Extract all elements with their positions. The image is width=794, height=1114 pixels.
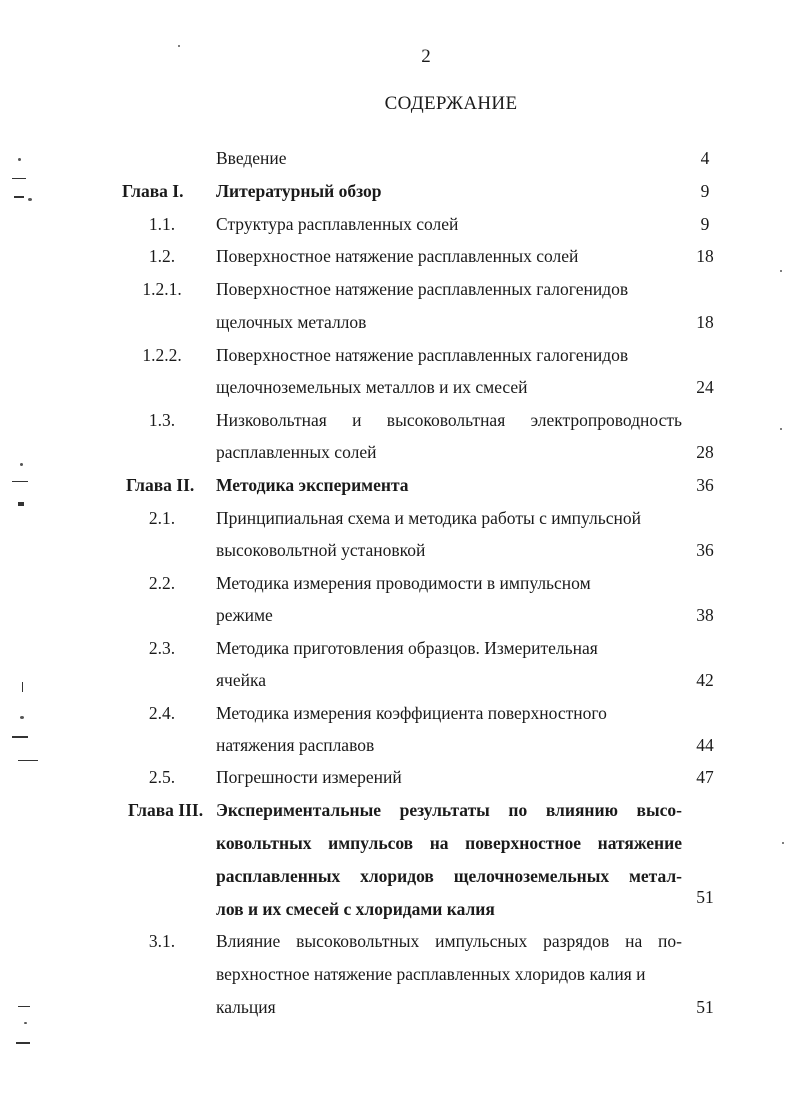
page-number: 2 (421, 46, 431, 67)
toc-entry-1-3-cont (0, 438, 794, 466)
toc-chapter-2 (0, 471, 794, 499)
toc-entry-page: 38 (696, 605, 714, 625)
toc-entry-text: Поверхностное натяжение расплавленных галогенидов (216, 279, 629, 299)
toc-entry-text: Принципиальная схема и методика работы с импульсной (216, 508, 641, 528)
toc-entry-page: 28 (696, 442, 714, 462)
chapter-label: Глава III. (128, 800, 204, 820)
toc-entry-text: Погрешности измерений (216, 767, 402, 787)
toc-entry-2-2-cont (0, 601, 794, 629)
toc-entry-text: Влияние высоковольтных импульсных разрядов на по- (216, 931, 682, 951)
toc-entry-page: 9 (700, 214, 710, 234)
chapter-title: Методика эксперимента (216, 475, 409, 495)
toc-entry-text: Низковольтная и высоковольтная электропроводность (216, 410, 682, 430)
toc-entry-intro (0, 144, 794, 172)
toc-entry-3-1 (0, 927, 794, 955)
toc-entry-page: 42 (696, 670, 714, 690)
toc-entry-text: щелочноземельных металлов и их смесей (216, 377, 528, 397)
toc-entry-page: 47 (696, 767, 714, 787)
chapter-title: ковольтных импульсов на поверхностное натяжение (216, 833, 682, 853)
toc-entry-text: Введение (216, 148, 287, 168)
toc-entry-1-3 (0, 406, 794, 434)
toc-entry-2-3 (0, 634, 794, 662)
toc-entry-text: Поверхностное натяжение расплавленных солей (216, 246, 579, 266)
chapter-title: Экспериментальные результаты по влиянию высо- (216, 800, 682, 820)
toc-entry-1-1 (0, 210, 794, 238)
chapter-label: Глава II. (126, 475, 195, 495)
toc-entry-text: режиме (216, 605, 273, 625)
section-number: 1.1. (148, 214, 176, 234)
chapter-label: Глава I. (122, 181, 184, 201)
toc-entry-1-2 (0, 242, 794, 270)
toc-entry-text: Методика приготовления образцов. Измерительная (216, 638, 598, 658)
page-title: СОДЕРЖАНИЕ (384, 93, 518, 114)
toc-entry-1-2-1-cont (0, 308, 794, 336)
toc-entry-3-1-cont-1 (0, 960, 794, 988)
toc-entry-text: Поверхностное натяжение расплавленных галогенидов (216, 345, 629, 365)
toc-entry-page: 36 (696, 540, 714, 560)
toc-entry-3-1-cont-2 (0, 993, 794, 1021)
toc-entry-page: 18 (696, 312, 714, 332)
toc-entry-2-1 (0, 504, 794, 532)
toc-entry-1-2-2-cont (0, 373, 794, 401)
toc-entry-2-3-cont (0, 666, 794, 694)
toc-entry-page: 44 (696, 735, 714, 755)
section-number: 2.5. (148, 767, 176, 787)
toc-entry-2-2 (0, 569, 794, 597)
toc-entry-text: щелочных металлов (216, 312, 367, 332)
section-number: 1.2. (148, 246, 176, 266)
section-number: 3.1. (148, 931, 176, 951)
chapter-title: лов и их смесей с хлоридами калия (216, 899, 495, 919)
toc-entry-text: Методика измерения коэффициента поверхностного (216, 703, 607, 723)
toc-entry-text: высоковольтной установкой (216, 540, 426, 560)
toc-entry-2-4 (0, 699, 794, 727)
toc-entry-page: 24 (696, 377, 714, 397)
chapter-title: расплавленных хлоридов щелочноземельных метал- (216, 866, 682, 886)
section-number: 1.3. (148, 410, 176, 430)
toc-chapter-3-cont-1 (0, 829, 794, 857)
toc-entry-text: Методика измерения проводимости в импульсном (216, 573, 591, 593)
toc-entry-text: ячейка (216, 670, 266, 690)
section-number: 2.2. (148, 573, 176, 593)
toc-entry-page: 51 (696, 997, 714, 1017)
toc-entry-text: верхностное натяжение расплавленных хлоридов калия и (216, 964, 646, 984)
toc-entry-text: расплавленных солей (216, 442, 377, 462)
toc-entry-text: натяжения расплавов (216, 735, 375, 755)
toc-entry-page: 9 (700, 181, 710, 201)
toc-chapter-1 (0, 177, 794, 205)
toc-entry-page: 51 (696, 887, 714, 907)
toc-entry-text: Структура расплавленных солей (216, 214, 459, 234)
toc-entry-page: 4 (700, 148, 710, 168)
toc-entry-text: кальция (216, 997, 276, 1017)
toc-entry-2-1-cont (0, 536, 794, 564)
section-number: 2.4. (148, 703, 176, 723)
chapter-title: Литературный обзор (216, 181, 382, 201)
toc-entry-2-4-cont (0, 731, 794, 759)
toc-chapter-3 (0, 796, 794, 824)
section-number: 1.2.2. (142, 345, 182, 365)
toc-entry-1-2-2 (0, 341, 794, 369)
section-number: 2.1. (148, 508, 176, 528)
toc-entry-page: 18 (696, 246, 714, 266)
toc-chapter-3-page (0, 883, 794, 911)
toc-entry-1-2-1 (0, 275, 794, 303)
section-number: 1.2.1. (142, 279, 182, 299)
toc-entry-2-5 (0, 763, 794, 791)
section-number: 2.3. (148, 638, 176, 658)
toc-entry-page: 36 (696, 475, 714, 495)
